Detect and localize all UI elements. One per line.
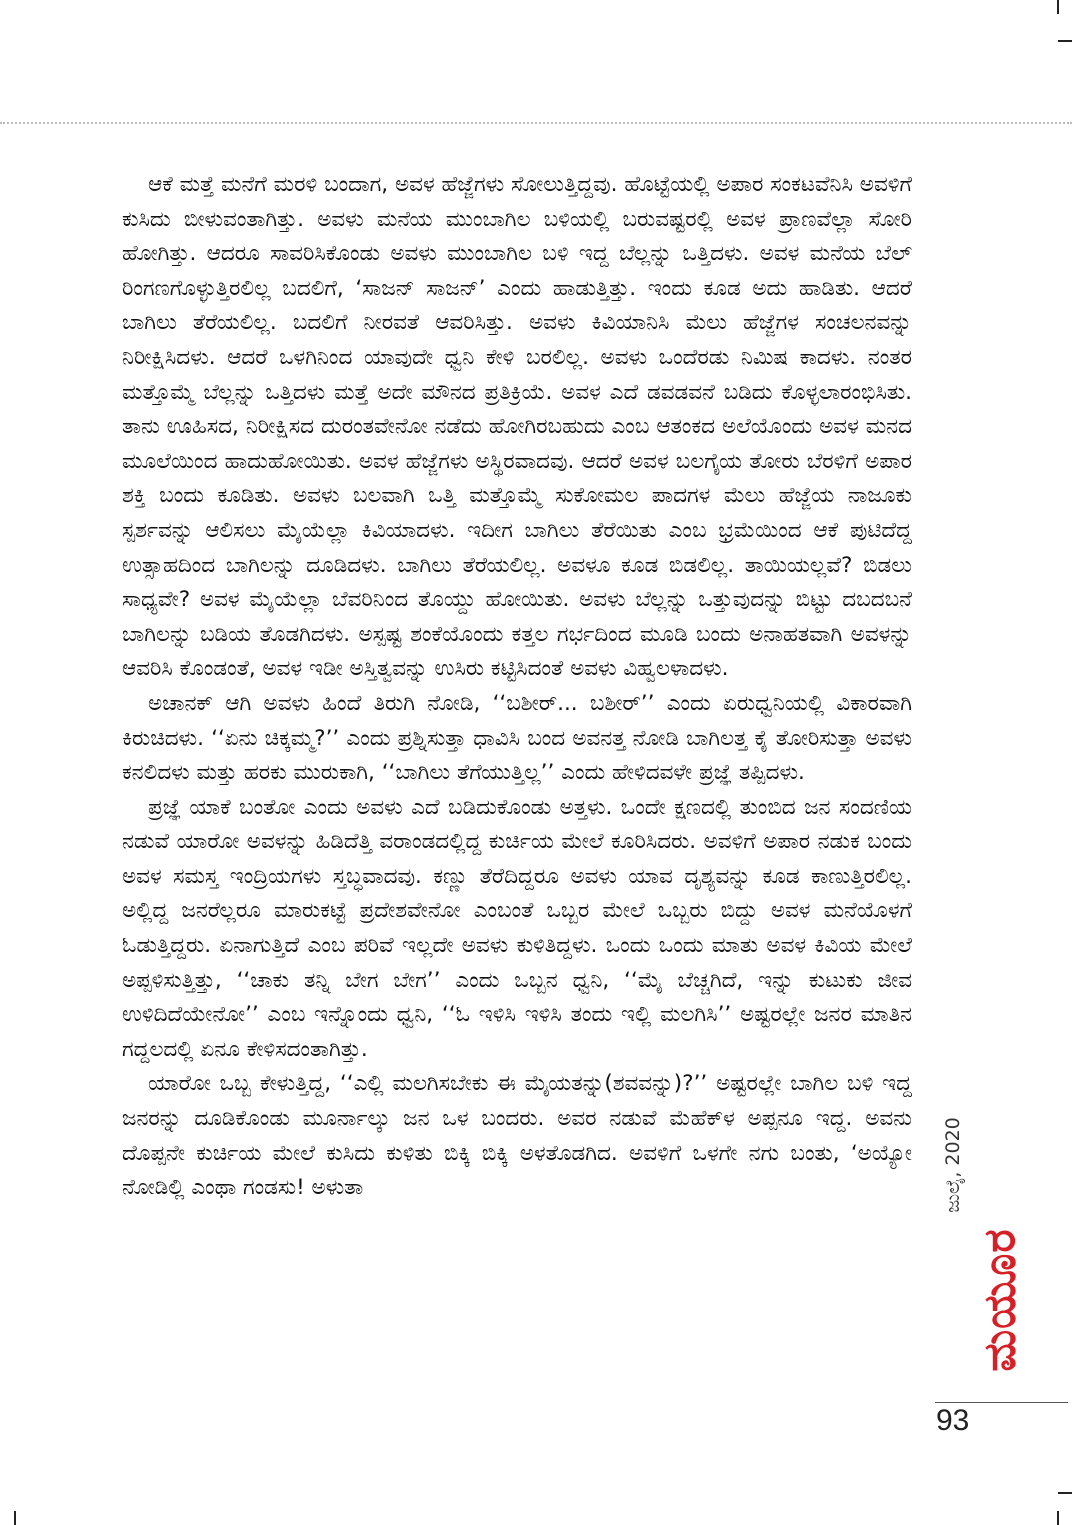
magazine-logo: ಮಯೂರ [974, 1228, 1026, 1372]
paragraph-1: ಆಕೆ ಮತ್ತೆ ಮನೆಗೆ ಮರಳಿ ಬಂದಾಗ, ಅವಳ ಹೆಜ್ಜೆಗಳು ಸೋಲುತ್ತಿದ್ದವು. ಹೊಟ್ಟೆಯಲ್ಲಿ ಅಪಾರ ಸಂಕಟವೆನಿಸಿ ಅವಳಿಗೆ ಕುಸಿದು ಬೀಳುವಂತಾಗಿತ್ತು. ಅವಳು ಮನೆಯ ಮುಂಬಾಗಿಲ ಬಳಿಯಲ್ಲಿ ಬರುವಷ್ಟರಲ್ಲಿ ಅವಳ ಪ್ರಾಣವೆಲ್ಲಾ ಸೋರಿ ಹೋಗಿತ್ತು. ಆದರೂ ಸಾವರಿಸಿಕೊಂಡು ಅವಳು ಮುಂಬಾಗಿಲ ಬಳಿ ಇದ್ದ ಬೆಲ್ಲನ್ನು ಒತ್ತಿದಳು. ಅವಳ ಮನೆಯ ಬೆಲ್ ರಿಂಗಣಗೊಳ್ಳುತ್ತಿರಲಿಲ್ಲ ಬದಲಿಗೆ, ‘ಸಾಜನ್ ಸಾಜನ್’ ಎಂದು ಹಾಡುತ್ತಿತ್ತು. ಇಂದು ಕೂಡ ಅದು ಹಾಡಿತು. ಆದರೆ ಬಾಗಿಲು ತೆರೆಯಲಿಲ್ಲ. ಬದಲಿಗೆ ನೀರವತೆ ಆವರಿಸಿತ್ತು. ಅವಳು ಕಿವಿಯಾನಿಸಿ ಮೆಲು ಹೆಜ್ಜೆಗಳ ಸಂಚಲನವನ್ನು ನಿರೀಕ್ಷಿಸಿದಳು. ಆದರೆ ಒಳಗಿನಿಂದ ಯಾವುದೇ ಧ್ವನಿ ಕೇಳಿ ಬರಲಿಲ್ಲ. ಅವಳು ಒಂದೆರಡು ನಿಮಿಷ ಕಾದಳು. ನಂತರ ಮತ್ತೊಮ್ಮೆ ಬೆಲ್ಲನ್ನು ಒತ್ತಿದಳು ಮತ್ತೆ ಅದೇ ಮೌನದ ಪ್ರತಿಕ್ರಿಯೆ. ಅವಳ ಎದೆ ಡವಡವನೆ ಬಡಿದು ಕೊಳ್ಳಲಾರಂಭಿಸಿತು. ತಾನು ಊಹಿಸದ, ನಿರೀಕ್ಷಿಸದ ದುರಂತವೇನೋ ನಡೆದು ಹೋಗಿರಬಹುದು ಎಂಬ ಆತಂಕದ ಅಲೆಯೊಂದು ಅವಳ ಮನದ ಮೂಲೆಯಿಂದ ಹಾದುಹೋಯಿತು. ಅವಳ ಹೆಜ್ಜೆಗಳು ಅಸ್ಥಿರವಾದವು. ಆದರೆ ಅವಳ ಬಲಗೈಯ ತೋರು ಬೆರಳಿಗೆ ಅಪಾರ ಶಕ್ತಿ ಬಂದು ಕೂಡಿತು. ಅವಳು ಬಲವಾಗಿ ಒತ್ತಿ ಮತ್ತೊಮ್ಮೆ ಸುಕೋಮಲ ಪಾದಗಳ ಮೆಲು ಹೆಜ್ಜೆಯ ನಾಜೂಕು ಸ್ಪರ್ಶವನ್ನು ಆಲಿಸಲು ಮೈಯೆಲ್ಲಾ ಕಿವಿಯಾದಳು. ಇದೀಗ ಬಾಗಿಲು ತೆರೆಯಿತು ಎಂಬ ಭ್ರಮೆಯಿಂದ ಆಕೆ ಪುಟಿದೆದ್ದ ಉತ್ಸಾಹದಿಂದ ಬಾಗಿಲನ್ನು ದೂಡಿದಳು. ಬಾಗಿಲು ತೆರೆಯಲಿಲ್ಲ. ಅವಳೂ ಕೂಡ ಬಿಡಲಿಲ್ಲ. ತಾಯಿಯಲ್ಲವೆ? ಬಿಡಲು ಸಾಧ್ಯವೇ? ಅವಳ ಮೈಯೆಲ್ಲಾ ಬೆವರಿನಿಂದ ತೊಯ್ದು ಹೋಯಿತು. ಅವಳು ಬೆಲ್ಲನ್ನು ಒತ್ತುವುದನ್ನು ಬಿಟ್ಟು ದಬದಬನೆ ಬಾಗಿಲನ್ನು ಬಡಿಯ ತೊಡಗಿದಳು. ಅಸ್ಪಷ್ಟ ಶಂಕೆಯೊಂದು ಕತ್ತಲ ಗರ್ಭದಿಂದ ಮೂಡಿ ಬಂದು ಅನಾಹತವಾಗಿ ಅವಳನ್ನು ಆವರಿಸಿ ಕೊಂಡಂತೆ, ಅವಳ ಇಡೀ ಅಸ್ತಿತ್ವವನ್ನು ಉಸಿರು ಕಟ್ಟಿಸಿದಂತೆ ಅವಳು ವಿಹ್ವಲಳಾದಳು. [122, 172, 912, 682]
paragraph-4: ಯಾರೋ ಒಬ್ಬ ಕೇಳುತ್ತಿದ್ದ, ‘‘ಎಲ್ಲಿ ಮಲಗಿಸಬೇಕು ಈ ಮೈಯತನ್ನು(ಶವವನ್ನು)?’’ ಅಷ್ಟರಲ್ಲೇ ಬಾಗಿಲ ಬಳಿ ಇದ್ದ ಜನರನ್ನು ದೂಡಿಕೊಂಡು ಮೂರ್ನಾಲ್ಕು ಜನ ಒಳ ಬಂದರು. ಅವರ ನಡುವೆ ಮೆಹೆಕ್‌ಳ ಅಪ್ಪನೂ ಇದ್ದ. ಅವನು ದೊಪ್ಪನೇ ಕುರ್ಚಿಯ ಮೇಲೆ ಕುಸಿದು ಕುಳಿತು ಬಿಕ್ಕಿ ಬಿಕ್ಕಿ ಅಳತೊಡಗಿದ. ಅವಳಿಗೆ ಒಳಗೇ ನಗು ಬಂತು, ‘ಅಯ್ಯೋ ನೋಡಿಲ್ಲಿ ಎಂಥಾ ಗಂಡಸು! ಅಳುತಾ [122, 1071, 912, 1201]
paragraph-3: ಪ್ರಜ್ಞೆ ಯಾಕೆ ಬಂತೋ ಎಂದು ಅವಳು ಎದೆ ಬಡಿದುಕೊಂಡು ಅತ್ತಳು. ಒಂದೇ ಕ್ಷಣದಲ್ಲಿ ತುಂಬಿದ ಜನ ಸಂದಣಿಯ ನಡುವೆ ಯಾರೋ ಅವಳನ್ನು ಹಿಡಿದೆತ್ತಿ ವರಾಂಡದಲ್ಲಿದ್ದ ಕುರ್ಚಿಯ ಮೇಲೆ ಕೂರಿಸಿದರು. ಅವಳಿಗೆ ಅಪಾರ ನಡುಕ ಬಂದು ಅವಳ ಸಮಸ್ತ ಇಂದ್ರಿಯಗಳು ಸ್ತಬ್ಧವಾದವು. ಕಣ್ಣು ತೆರೆದಿದ್ದರೂ ಅವಳು ಯಾವ ದೃಶ್ಯವನ್ನು ಕೂಡ ಕಾಣುತ್ತಿರಲಿಲ್ಲ. ಅಲ್ಲಿದ್ದ ಜನರೆಲ್ಲರೂ ಮಾರುಕಟ್ಟೆ ಪ್ರದೇಶವೇನೋ ಎಂಬಂತೆ ಒಬ್ಬರ ಮೇಲೆ ಒಬ್ಬರು ಬಿದ್ದು ಅವಳ ಮನೆಯೊಳಗೆ ಓಡುತ್ತಿದ್ದರು. ಏನಾಗುತ್ತಿದೆ ಎಂಬ ಪರಿವೆ ಇಲ್ಲದೇ ಅವಳು ಕುಳಿತಿದ್ದಳು. ಒಂದು ಒಂದು ಮಾತು ಅವಳ ಕಿವಿಯ ಮೇಲೆ ಅಪ್ಪಳಿಸುತ್ತಿತ್ತು, ‘‘ಚಾಕು ತನ್ನಿ ಬೇಗ ಬೇಗ’’ ಎಂದು ಒಬ್ಬನ ಧ್ವನಿ, ‘‘ಮೈ ಬೆಚ್ಚಗಿದೆ, ಇನ್ನು ಕುಟುಕು ಜೀವ ಉಳಿದಿದೆಯೇನೋ’’ ಎಂಬ ಇನ್ನೊಂದು ಧ್ವನಿ, ‘‘ಓ ಇಳಿಸಿ ಇಳಿಸಿ ತಂದು ಇಲ್ಲಿ ಮಲಗಿಸಿ’’ ಅಷ್ಟರಲ್ಲೇ ಜನರ ಮಾತಿನ ಗದ್ದಲದಲ್ಲಿ ಏನೂ ಕೇಳಿಸದಂತಾಗಿತ್ತು. [122, 794, 912, 1062]
crop-mark-top-right [1057, 0, 1059, 14]
paragraph-2: ಅಚಾನಕ್ ಆಗಿ ಅವಳು ಹಿಂದೆ ತಿರುಗಿ ನೋಡಿ, ‘‘ಬಶೀರ್... ಬಶೀರ್’’ ಎಂದು ಏರುಧ್ವನಿಯಲ್ಲಿ ವಿಕಾರವಾಗಿ ಕಿರುಚಿದಳು. ‘‘ಏನು ಚಿಕ್ಕಮ್ಮ?’’ ಎಂದು ಪ್ರಶ್ನಿಸುತ್ತಾ ಧಾವಿಸಿ ಬಂದ ಅವನತ್ತ ನೋಡಿ ಬಾಗಿಲತ್ತ ಕೈ ತೋರಿಸುತ್ತಾ ಅವಳು ಕನಲಿದಳು ಮತ್ತು ಹರಕು ಮುರುಕಾಗಿ, ‘‘ಬಾಗಿಲು ತೆಗೆಯುತ್ತಿಲ್ಲ’’ ಎಂದು ಹೇಳಿದವಳೇ ಪ್ರಜ್ಞೆ ತಪ್ಪಿದಳು. [122, 690, 912, 786]
crop-mark-right-upper [1058, 40, 1072, 42]
crop-mark-bottom-right [1057, 1511, 1059, 1525]
page-number: 93 [936, 1404, 970, 1437]
page-number-rule [935, 1402, 1068, 1403]
issue-date: ಜುಲೈ, 2020 [942, 1117, 964, 1213]
crop-mark-bottom-left [14, 1511, 16, 1525]
header-dotted-rule [0, 122, 1072, 124]
article-body [122, 168, 912, 1206]
crop-mark-right-lower [1058, 1492, 1072, 1494]
